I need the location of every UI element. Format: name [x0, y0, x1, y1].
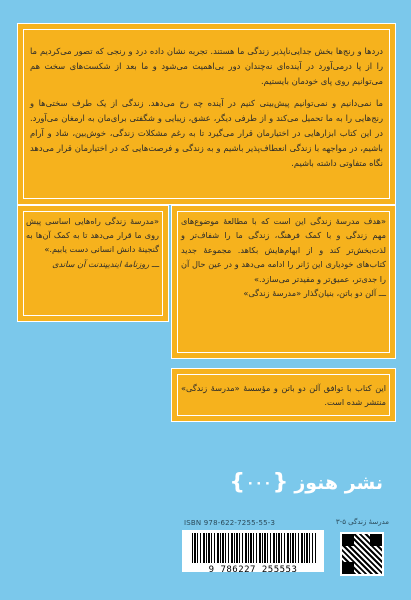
- series-label: مدرسهٔ زندگی ۵-۳: [335, 518, 389, 526]
- alain-quote-text: «هدف مدرسهٔ زندگی این است که با مطالعهٔ موضوع‌های مهم زندگی و با کمک فرهنگ، زندگی ما را شفاف‌تر و لذت‌بخش‌تر کند و از ابهام‌هایش بکاهد. مجموعهٔ جدید کتاب‌های خودیاری این ژانر را ادامه می‌دهد و در عین حال آن را جدی‌تر، عمیق‌تر و مفیدتر می‌سازد.»: [181, 216, 386, 284]
- logo-brace-close: }: [229, 470, 245, 495]
- description-box: [17, 23, 396, 205]
- independent-quote: [26, 214, 159, 271]
- barcode-bars: [192, 533, 316, 563]
- publisher-name: نشر هنوز: [294, 471, 383, 494]
- description-text: [30, 44, 383, 180]
- alain-de-botton-quote-box: [171, 205, 396, 359]
- description-paragraph-1: دردها و رنج‌ها بخش جدایی‌ناپذیر زندگی ما هستند. تجربه نشان داده درد و رنجی که تصور می‌کردیم ما را از پا درمی‌آورد در آینده‌ای نه‌چندان دور بی‌اهمیت می‌شود و ما بعد از شکست‌های سخت هم می‌توانیم روی پای خودمان بایستیم.: [30, 46, 383, 87]
- isbn-text: ISBN 978-622-7255-55-3: [184, 519, 276, 527]
- publisher-logo: [229, 470, 383, 495]
- logo-brace-open: {: [272, 470, 289, 495]
- agreement-note-box: [171, 368, 396, 422]
- alain-quote-attribution: ـــ آلن دو باتن، بنیان‌گذار «مدرسهٔ زندگی»: [243, 288, 386, 299]
- qr-code-icon: [340, 532, 384, 576]
- alain-quote: [181, 214, 386, 300]
- barcode-number: 9 786227 255553: [208, 565, 298, 575]
- independent-quote-attribution: ـــ روزنامهٔ ایندیپندنت آن ساندی: [52, 258, 159, 269]
- independent-quote-text: «مدرسهٔ زندگی راه‌هایی اساسی پیش روی ما قرار می‌دهد تا به کمک آن‌ها به گنجینهٔ دانش انسانی دست یابیم.»: [26, 216, 159, 255]
- description-paragraph-2: ما نمی‌دانیم و نمی‌توانیم پیش‌بینی کنیم در آینده چه رخ می‌دهد. زندگی از یک طرف سختی‌ها و رنج‌هایی را به ما تحمیل می‌کند و از طرفی دیگر، عشق، زیبایی و شگفتی برای‌مان به ارمغان می‌آورد. در این کتاب ابزارهایی در اختیارمان قرار می‌گیرد تا به رغم مشکلات زندگی، خوش‌بین، شاد و آرام باشیم، در مواجهه با زندگی انعطاف‌پذیر باشیم و به زندگی و فرصت‌هایی که در اختیارمان قرار می‌دهد نگاه متفاوتی داشته باشیم.: [30, 97, 383, 169]
- qr-code-pattern: [342, 534, 382, 574]
- independent-quote-box: [17, 205, 169, 322]
- logo-dots: ۰۰۰: [246, 474, 272, 491]
- agreement-note-text: این کتاب با توافق آلن دو باتن و مؤسسهٔ «مدرسهٔ زندگی» منتشر شده است.: [181, 383, 386, 407]
